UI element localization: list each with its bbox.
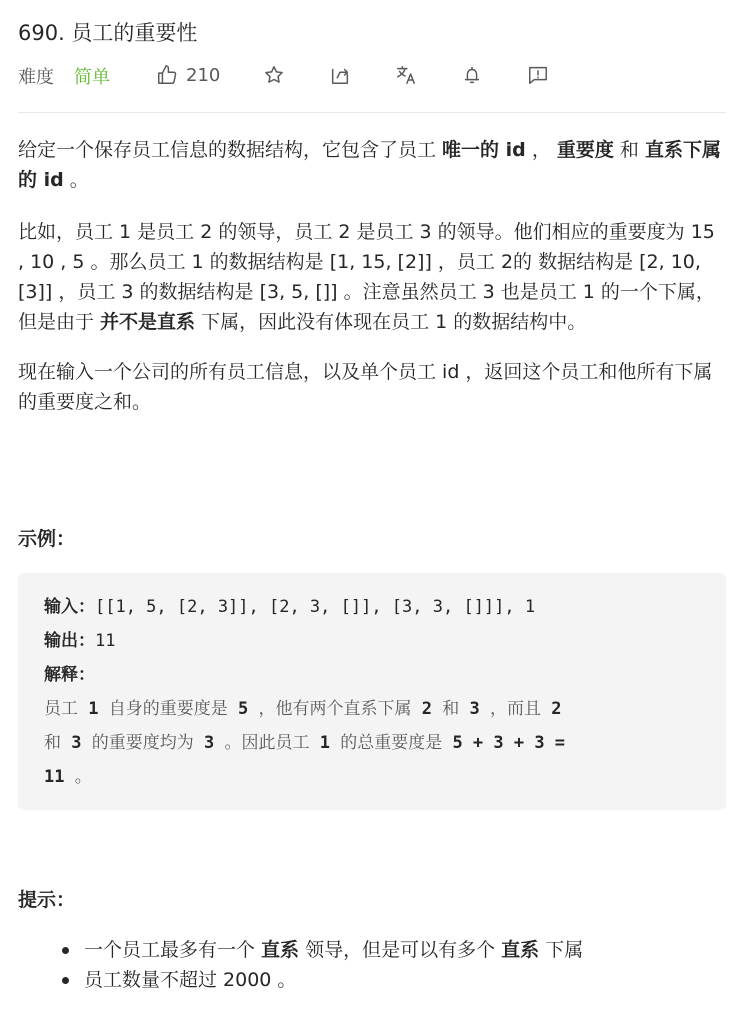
feedback-button[interactable]	[527, 60, 549, 90]
text-span: 和	[613, 139, 645, 161]
text-span: 领导，但是可以有多个	[299, 939, 502, 961]
thumb-up-icon	[156, 64, 178, 86]
number-span: 3	[71, 733, 82, 753]
number-span: 11	[44, 767, 65, 787]
text-span: 比如，员工 1 是员工 2 的领导，员工 2 是员工 3 的领导。他们相应的重要度为 15 , 10 , 5 。那么员工 1 的数据结构是 [1, 15, [2]] ，员工 2的 数据结构是 [2, 10, [3]] ，员工 3 的数据结构是 [3, 5, []] 。注意虽然员工 3 也是员工 1 的一个下属，但是由于	[18, 221, 715, 333]
problem-meta-bar	[18, 60, 726, 90]
input-value: [[1, 5, [2, 3]], [2, 3, []], [3, 3, []]], 1	[95, 597, 536, 617]
text-span: 给定一个保存员工信息的数据结构，它包含了员工	[18, 139, 443, 161]
example-explain-line	[44, 760, 704, 794]
number-span: 1	[319, 733, 330, 753]
like-button[interactable]	[156, 60, 220, 90]
favorite-button[interactable]	[263, 60, 285, 90]
text-span: ，他有两个直系下属	[248, 699, 422, 719]
bold-text: 唯一的 id	[442, 139, 526, 161]
text-span: 的重要度均为	[81, 733, 204, 753]
problem-description	[18, 135, 726, 417]
number-span: 3	[469, 699, 480, 719]
text-span: ，而且	[479, 699, 552, 719]
text-span: 员工	[44, 699, 89, 719]
description-paragraph	[18, 217, 726, 337]
number-span: 3	[203, 733, 215, 753]
example-explain-line	[44, 726, 704, 760]
text-span: 的总重要度是	[329, 733, 453, 753]
explain-label: 解释：	[44, 665, 95, 685]
text-span: 一个员工最多有一个	[84, 939, 262, 961]
subscribe-button[interactable]	[461, 60, 483, 90]
divider	[18, 112, 726, 113]
bold-text: 并不是直系	[100, 311, 196, 333]
example-code-block	[18, 573, 726, 810]
text-span: ，	[525, 139, 557, 161]
text-span: 下属	[539, 939, 584, 961]
number-span: 5	[237, 699, 249, 719]
text-span: 自身的重要度是	[98, 699, 238, 719]
feedback-icon	[527, 64, 549, 86]
number-span: 2	[551, 699, 562, 719]
list-item: 员工数量不超过 2000 。	[18, 965, 726, 995]
description-paragraph	[18, 135, 726, 195]
text-span: 下属，因此没有体现在员工 1 的数据结构中。	[195, 311, 587, 333]
bell-icon	[461, 64, 483, 86]
difficulty-label: 难度	[18, 67, 54, 88]
share-button[interactable]	[329, 60, 351, 90]
bold-text: 直系	[261, 939, 300, 961]
example-heading: 示例：	[18, 528, 76, 550]
bold-text: 直系下属的 id	[18, 139, 721, 191]
hints-heading: 提示：	[18, 889, 76, 911]
list-item	[18, 935, 726, 965]
translate-button[interactable]	[395, 60, 417, 90]
text-span: 和	[44, 733, 72, 753]
output-value: 11	[95, 631, 116, 651]
example-output-line	[44, 624, 704, 658]
example-explain-label-line	[44, 658, 704, 692]
example-explain-line	[44, 692, 704, 726]
number-span: 5 + 3 + 3 =	[452, 733, 566, 753]
text-span: 。	[63, 169, 89, 191]
bold-text: 重要度	[556, 139, 614, 161]
hints-list	[18, 935, 726, 995]
number-span: 2	[421, 699, 432, 719]
share-icon	[329, 64, 351, 86]
text-span: 。	[64, 767, 92, 787]
bold-text: 直系	[501, 939, 540, 961]
difficulty-value: 简单	[74, 67, 110, 88]
description-paragraph: 现在输入一个公司的所有员工信息，以及单个员工 id ，返回这个员工和他所有下属的重要度之和。	[18, 361, 713, 413]
example-input-line	[44, 590, 704, 624]
input-label: 输入：	[44, 597, 95, 617]
like-count: 210	[186, 64, 221, 86]
output-label: 输出：	[44, 631, 95, 651]
translate-icon	[395, 64, 417, 86]
problem-title: 690. 员工的重要性	[18, 21, 198, 45]
star-icon	[263, 64, 285, 86]
text-span: 。因此员工	[214, 733, 320, 753]
number-span: 1	[88, 699, 99, 719]
text-span: 和	[431, 699, 470, 719]
